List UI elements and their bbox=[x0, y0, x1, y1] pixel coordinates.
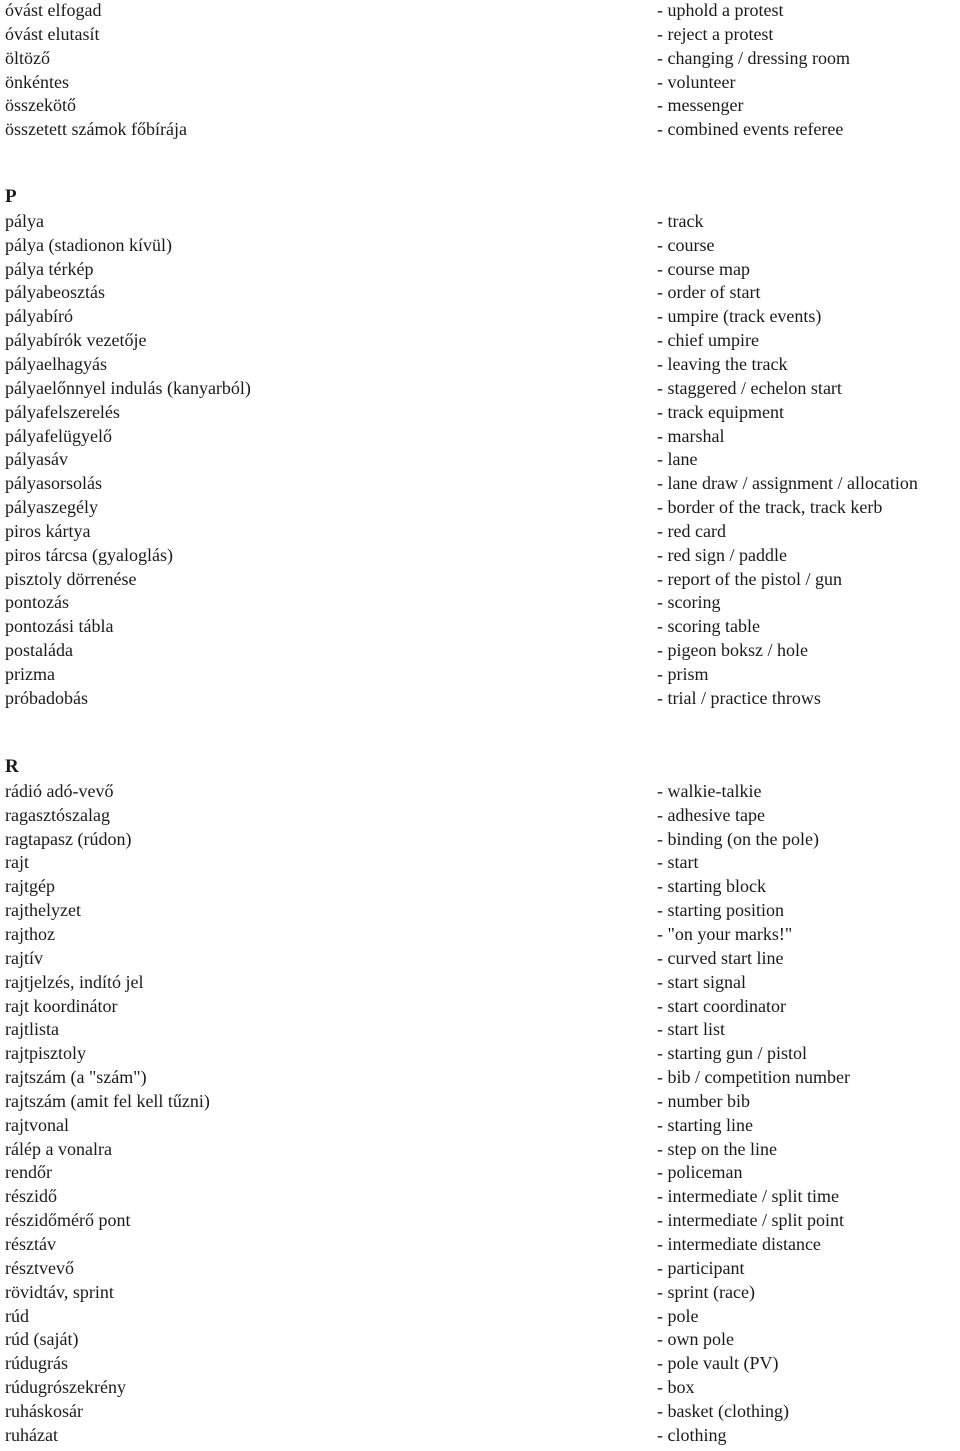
hungarian-term: ruháskosár bbox=[5, 1400, 83, 1421]
hungarian-term: pályabírók vezetője bbox=[5, 330, 147, 351]
hungarian-term: pályabeosztás bbox=[5, 282, 105, 303]
glossary-row bbox=[0, 471, 960, 495]
hungarian-term: pályasáv bbox=[5, 449, 68, 470]
hungarian-term: rajtjelzés, indító jel bbox=[5, 971, 144, 992]
english-translation: - starting line bbox=[657, 1114, 753, 1135]
hungarian-term: rajt bbox=[5, 852, 29, 873]
hungarian-term: ragasztószalag bbox=[5, 804, 110, 825]
glossary-row bbox=[0, 1208, 960, 1232]
glossary-row bbox=[0, 1280, 960, 1304]
hungarian-term: pálya bbox=[5, 210, 44, 231]
glossary-row bbox=[0, 1423, 960, 1447]
glossary-row bbox=[0, 686, 960, 710]
hungarian-term: pályafelügyelő bbox=[5, 425, 112, 446]
english-translation: - start list bbox=[657, 1019, 725, 1040]
hungarian-term: résztáv bbox=[5, 1234, 56, 1254]
hungarian-term: rajt koordinátor bbox=[5, 995, 118, 1016]
hungarian-term: rajthoz bbox=[5, 923, 55, 944]
english-translation: - track equipment bbox=[657, 401, 784, 422]
hungarian-term: piros tárcsa (gyaloglás) bbox=[5, 544, 173, 565]
english-translation: - pigeon boksz / hole bbox=[657, 640, 808, 661]
glossary-row bbox=[0, 447, 960, 471]
hungarian-term: rajtpisztoly bbox=[5, 1043, 86, 1064]
hungarian-term: rajtgép bbox=[5, 876, 55, 897]
glossary-row bbox=[0, 850, 960, 874]
glossary-row bbox=[0, 898, 960, 922]
glossary-row bbox=[0, 519, 960, 543]
hungarian-term: óvást elutasít bbox=[5, 23, 100, 44]
glossary-row bbox=[0, 1351, 960, 1375]
hungarian-term: pályafelszerelés bbox=[5, 401, 120, 422]
english-translation: - lane bbox=[657, 449, 698, 470]
glossary-row bbox=[0, 280, 960, 304]
english-translation: - order of start bbox=[657, 282, 761, 303]
english-translation: - course bbox=[657, 234, 715, 255]
hungarian-term: összekötő bbox=[5, 95, 76, 116]
english-translation: - chief umpire bbox=[657, 330, 759, 351]
hungarian-term: rúdugrás bbox=[5, 1353, 68, 1374]
english-translation: - starting block bbox=[657, 876, 766, 897]
english-translation: - trial / practice throws bbox=[657, 687, 821, 708]
glossary-row bbox=[0, 0, 960, 22]
english-translation: - lane draw / assignment / allocation bbox=[657, 473, 918, 494]
english-translation: - scoring table bbox=[657, 616, 760, 637]
hungarian-term: rúd (saját) bbox=[5, 1329, 79, 1350]
glossary-row bbox=[0, 1041, 960, 1065]
hungarian-term: piros kártya bbox=[5, 520, 91, 541]
english-translation: - intermediate / split point bbox=[657, 1210, 844, 1231]
english-translation: - number bib bbox=[657, 1090, 750, 1111]
english-translation: - box bbox=[657, 1377, 695, 1398]
english-translation: - border of the track, track kerb bbox=[657, 497, 883, 518]
hungarian-term: rajthelyzet bbox=[5, 900, 81, 921]
glossary-row bbox=[0, 70, 960, 94]
english-translation: - bib / competition number bbox=[657, 1067, 850, 1088]
english-translation: - binding (on the pole) bbox=[657, 828, 819, 849]
english-translation: - "on your marks!" bbox=[657, 923, 793, 944]
glossary-row bbox=[0, 22, 960, 46]
glossary-row bbox=[0, 803, 960, 827]
glossary-row bbox=[0, 1160, 960, 1184]
glossary-row bbox=[0, 1089, 960, 1113]
glossary-row bbox=[0, 1375, 960, 1399]
hungarian-term: pontozási tábla bbox=[5, 616, 114, 637]
english-translation: - clothing bbox=[657, 1424, 727, 1445]
english-translation: - sprint (race) bbox=[657, 1281, 755, 1302]
hungarian-term: pisztoly dörrenése bbox=[5, 568, 137, 589]
glossary-row bbox=[0, 779, 960, 803]
glossary-row bbox=[0, 304, 960, 328]
glossary-row bbox=[0, 994, 960, 1018]
english-translation: - curved start line bbox=[657, 947, 784, 968]
glossary-row bbox=[0, 1232, 960, 1256]
english-translation: - reject a protest bbox=[657, 23, 774, 44]
glossary-row bbox=[0, 46, 960, 70]
english-translation: - step on the line bbox=[657, 1138, 777, 1159]
hungarian-term: rövidtáv, sprint bbox=[5, 1281, 114, 1302]
glossary-row bbox=[0, 1113, 960, 1137]
english-translation: - red sign / paddle bbox=[657, 544, 787, 565]
glossary-row bbox=[0, 946, 960, 970]
glossary-row bbox=[0, 117, 960, 141]
glossary-row bbox=[0, 922, 960, 946]
english-translation: - starting position bbox=[657, 900, 784, 921]
hungarian-term: pályabíró bbox=[5, 306, 73, 327]
english-translation: - start bbox=[657, 852, 699, 873]
hungarian-term: öltöző bbox=[5, 47, 50, 68]
english-translation: - course map bbox=[657, 258, 750, 279]
english-translation: - messenger bbox=[657, 95, 744, 116]
hungarian-term: pontozás bbox=[5, 592, 69, 613]
hungarian-term: ruházat bbox=[5, 1424, 58, 1445]
english-translation: - track bbox=[657, 210, 704, 231]
hungarian-term: pálya (stadionon kívül) bbox=[5, 234, 172, 255]
hungarian-term: prizma bbox=[5, 664, 55, 684]
hungarian-term: rajtvonal bbox=[5, 1114, 69, 1135]
english-translation: - combined events referee bbox=[657, 119, 844, 140]
hungarian-term: önkéntes bbox=[5, 71, 69, 92]
english-translation: - red card bbox=[657, 520, 726, 541]
english-translation: - umpire (track events) bbox=[657, 306, 822, 327]
glossary-row bbox=[0, 638, 960, 662]
english-translation: - pole bbox=[657, 1305, 699, 1326]
english-translation: - policeman bbox=[657, 1162, 743, 1183]
hungarian-term: rajtszám (a "szám") bbox=[5, 1067, 147, 1088]
glossary-row bbox=[0, 424, 960, 448]
hungarian-term: rúd bbox=[5, 1305, 29, 1326]
glossary-row bbox=[0, 827, 960, 851]
glossary-row bbox=[0, 874, 960, 898]
english-translation: - participant bbox=[657, 1257, 745, 1278]
glossary-row bbox=[0, 543, 960, 567]
hungarian-term: pályaelhagyás bbox=[5, 353, 107, 374]
glossary-row bbox=[0, 1399, 960, 1423]
hungarian-term: rálép a vonalra bbox=[5, 1138, 112, 1159]
hungarian-term: pályasorsolás bbox=[5, 473, 102, 494]
hungarian-term: pályaelőnnyel indulás (kanyarból) bbox=[5, 377, 251, 398]
glossary-row bbox=[0, 970, 960, 994]
english-translation: - walkie-talkie bbox=[657, 780, 762, 801]
hungarian-term: rendőr bbox=[5, 1162, 52, 1183]
glossary-row bbox=[0, 495, 960, 519]
hungarian-term: próbadobás bbox=[5, 687, 88, 708]
hungarian-term: rúdugrószekrény bbox=[5, 1377, 126, 1398]
glossary-row bbox=[0, 376, 960, 400]
glossary-row bbox=[0, 400, 960, 424]
hungarian-term: rádió adó-vevő bbox=[5, 780, 114, 801]
hungarian-term: részidő bbox=[5, 1186, 57, 1207]
hungarian-term: ragtapasz (rúdon) bbox=[5, 828, 132, 849]
glossary-row bbox=[0, 1256, 960, 1280]
glossary-row bbox=[0, 590, 960, 614]
english-translation: - starting gun / pistol bbox=[657, 1043, 807, 1064]
english-translation: - start coordinator bbox=[657, 995, 786, 1016]
english-translation: - staggered / echelon start bbox=[657, 377, 842, 398]
glossary-row bbox=[0, 567, 960, 591]
english-translation: - intermediate distance bbox=[657, 1234, 821, 1254]
english-translation: - leaving the track bbox=[657, 353, 788, 374]
english-translation: - volunteer bbox=[657, 71, 736, 92]
glossary-row bbox=[0, 1017, 960, 1041]
glossary-row bbox=[0, 1184, 960, 1208]
glossary-row bbox=[0, 257, 960, 281]
glossary-row bbox=[0, 662, 960, 686]
glossary-row bbox=[0, 328, 960, 352]
english-translation: - scoring bbox=[657, 592, 721, 613]
english-translation: - report of the pistol / gun bbox=[657, 568, 842, 589]
glossary-row bbox=[0, 209, 960, 233]
section-letter-heading: R bbox=[5, 756, 19, 777]
hungarian-term: pálya térkép bbox=[5, 258, 94, 279]
english-translation: - own pole bbox=[657, 1329, 734, 1350]
glossary-row bbox=[0, 233, 960, 257]
hungarian-term: rajtív bbox=[5, 947, 43, 968]
glossary-row bbox=[0, 93, 960, 117]
glossary-row bbox=[0, 352, 960, 376]
hungarian-term: résztvevő bbox=[5, 1257, 74, 1278]
glossary-row bbox=[0, 1304, 960, 1328]
section-letter-heading: P bbox=[5, 186, 17, 207]
english-translation: - prism bbox=[657, 664, 709, 684]
english-translation: - marshal bbox=[657, 425, 725, 446]
glossary-row bbox=[0, 1065, 960, 1089]
hungarian-term: óvást elfogad bbox=[5, 0, 102, 20]
hungarian-term: rajtlista bbox=[5, 1019, 59, 1040]
english-translation: - basket (clothing) bbox=[657, 1400, 789, 1421]
hungarian-term: összetett számok főbírája bbox=[5, 119, 187, 140]
hungarian-term: postaláda bbox=[5, 640, 73, 661]
english-translation: - uphold a protest bbox=[657, 0, 784, 20]
hungarian-term: részidőmérő pont bbox=[5, 1210, 131, 1231]
english-translation: - start signal bbox=[657, 971, 746, 992]
glossary-row bbox=[0, 614, 960, 638]
glossary-row bbox=[0, 1137, 960, 1161]
hungarian-term: rajtszám (amit fel kell tűzni) bbox=[5, 1090, 210, 1111]
hungarian-term: pályaszegély bbox=[5, 497, 98, 518]
glossary-row bbox=[0, 1327, 960, 1351]
english-translation: - intermediate / split time bbox=[657, 1186, 839, 1207]
english-translation: - changing / dressing room bbox=[657, 47, 850, 68]
english-translation: - adhesive tape bbox=[657, 804, 765, 825]
english-translation: - pole vault (PV) bbox=[657, 1353, 779, 1374]
